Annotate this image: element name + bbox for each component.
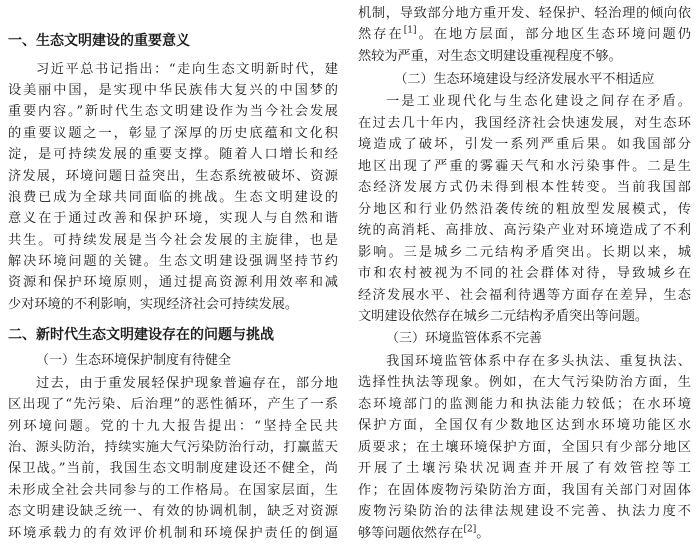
text-line: 意义在于通过改善和保护环境，实现人与自然和谐: [8, 211, 338, 227]
text-line: 然较为严重，对生态文明建设重视程度不够。: [358, 48, 622, 64]
text-line: 共生。可持续发展是当今社会发展的主旋律，也是: [8, 232, 338, 248]
text-span: 。: [476, 525, 490, 541]
subsection-heading-1: （一）生态环境保护制度有待健全: [36, 352, 232, 368]
text-line: 重要内容。”新时代生态文明建设作为当今社会发展: [8, 104, 338, 120]
text-line: 市和农村被视为不同的社会群体对待，导致城乡在: [358, 266, 691, 282]
section-heading-2: 二、新时代生态文明建设存在的问题与挑战: [8, 326, 274, 343]
text-line: 列环境问题。党的十九大报告提出：“坚持全民共: [8, 418, 338, 434]
text-line: 开展了土壤污染状况调查并开展了有效管控等工: [358, 461, 691, 477]
text-span: 够等问题依然存在: [358, 525, 464, 541]
subsection-heading-3: （三）环境监管体系不完善: [386, 331, 543, 347]
text-line: 境造成了破坏，引发一系列严重后果。如我国部分: [358, 137, 691, 153]
text-line: 的重要议题之一，彰显了深厚的历史底蕴和文化积: [8, 125, 338, 141]
subsection-heading-2: （二）生态环境建设与经济发展水平不相适应: [394, 72, 655, 88]
citation-ref: [2]: [463, 524, 477, 535]
text-line: 习近平总书记指出：“走向生态文明新时代，建: [36, 61, 338, 77]
text-line: 区出现了“先污染、后治理”的恶性循环，产生了一系: [8, 397, 338, 413]
citation-ref: [1]: [403, 25, 417, 36]
section-heading-1: 一、生态文明建设的重要意义: [8, 32, 190, 49]
text-line: 设美丽中国，是实现中华民族伟大复兴的中国梦的: [8, 82, 338, 98]
text-line: 我国环境监管体系中存在多头执法、重复执法、: [386, 353, 691, 369]
text-line: 济发展，环境问题日益突出，生态系统被破坏、资源: [8, 168, 338, 184]
text-line: 保卫战。”当前，我国生态文明制度建设还不健全，尚: [8, 461, 338, 477]
text-line: 未形成全社会共同参与的工作格局。在国家层面，生: [8, 482, 338, 498]
text-line: 保护方面，全国仅有少数地区达到水环境功能区水: [358, 418, 691, 434]
text-line: 环境承载力的有效评价机制和环境保护责任的倒逼: [8, 525, 338, 541]
text-line: 过去，由于重发展轻保护现象普遍存在，部分地: [36, 375, 338, 391]
text-line: 质要求；在土壤环境保护方面，全国只有少部分地区: [358, 439, 691, 455]
text-line: 影响。三是城乡二元结构矛盾突出。长期以来，城: [358, 244, 691, 260]
text-line: 态经济发展方式仍未得到根本性转变。当前我国部: [358, 180, 691, 196]
text-line: 解决环境问题的关键。生态文明建设强调坚持节约: [8, 254, 338, 270]
text-line: 资源和保护环境原则，通过提高资源利用效率和减: [8, 275, 338, 291]
text-line: 少对环境的不利影响，实现经济社会可持续发展。: [8, 296, 299, 312]
text-line: 废物污染防治的法律法规建设不完善、执法力度不: [358, 504, 691, 520]
text-line: 作；在固体废物污染防治方面，我国有关部门对固体: [358, 482, 691, 498]
text-line: 文明建设依然存在城乡二元结构矛盾突出等问题。: [358, 309, 649, 325]
text-line: 态文明建设缺乏统一、有效的协调机制，缺乏对资源: [8, 504, 338, 520]
text-line: 淀，是可持续发展的重要支撑。随着人口增长和经: [8, 147, 338, 163]
text-line: 在过去几十年内，我国经济社会快速发展，对生态环: [358, 115, 691, 131]
text-line: 机制，导致部分地方重开发、轻保护、轻治理的倾向依: [358, 5, 691, 21]
text-line: 治、源头防治，持续实施大气污染防治行动，打赢蓝天: [8, 440, 338, 456]
text-span: 。在地方层面，部分地区生态环境问题仍: [416, 27, 691, 43]
text-line: 浪费已成为全球共同面临的挑战。生态文明建设的: [8, 189, 338, 205]
text-line: [358, 523, 691, 544]
text-line: 分地区和行业仍然沿袭传统的粗放型发展模式，传: [358, 201, 691, 217]
text-line: 选择性执法等现象。例如，在大气污染防治方面，生: [358, 375, 691, 391]
text-line: 地区出现了严重的雾霾天气和水污染事件。二是生: [358, 158, 691, 174]
text-line: [358, 24, 691, 45]
text-span: 然存在: [358, 27, 404, 43]
text-line: 一是工业现代化与生态化建设之间存在矛盾。: [386, 94, 691, 110]
text-line: 经济发展水平、社会福利待遇等方面存在差异，生态: [358, 287, 691, 303]
text-line: 态环境部门的监测能力和执法能力较低；在水环境: [358, 396, 691, 412]
text-line: 统的高消耗、高排放、高污染产业对环境造成了不利: [358, 223, 691, 239]
